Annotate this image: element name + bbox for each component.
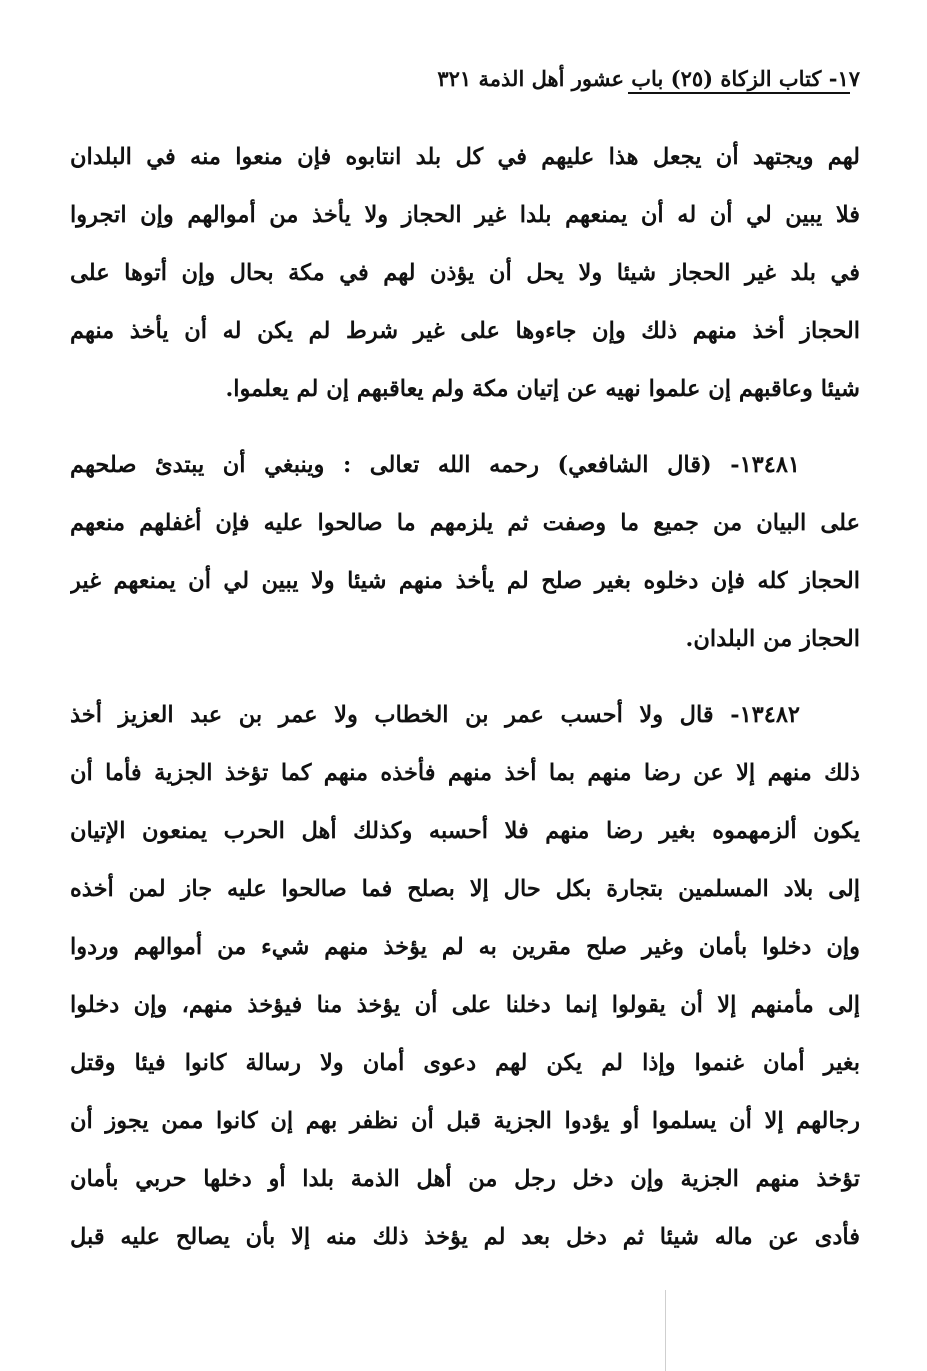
binding-fold-line — [665, 1290, 666, 1371]
paragraph-gap — [70, 668, 860, 686]
page-header — [70, 56, 860, 106]
text-line: في بلد غير الحجاز شيئا ولا يحل أن يؤذن لهم في مكة بحال وإن أتوها على — [70, 260, 860, 286]
text-line: فأدى عن ماله شيئا ثم دخل بعد لم يؤخذ ذلك منه إلا بأن يصالح عليه قبل — [70, 1224, 860, 1250]
body-text — [70, 128, 860, 1266]
text-line: بغير أمان غنموا وإذا لم يكن لهم دعوى أمان ولا رسالة كانوا فيئا وقتل — [70, 1050, 860, 1076]
text-line: فلا يبين لي أن له أن يمنعهم بلدا غير الحجاز ولا يأخذ من أموالهم وإن اتجروا — [70, 202, 860, 228]
text-line: رجالهم إلا أن يسلموا أو يؤدوا الجزية قبل أن نظفر بهم إن كانوا ممن يجوز أن — [70, 1108, 860, 1134]
header-rule — [628, 92, 850, 94]
text-line: الحجاز من البلدان. — [685, 626, 860, 652]
text-line: شيئا وعاقبهم إن علموا نهيه عن إتيان مكة ولم يعاقبهم إن لم يعلموا. — [225, 376, 860, 402]
paragraph-13482 — [70, 686, 860, 1266]
text-line: ١٣٤٨١- (قال الشافعي) رحمه الله تعالى : وينبغي أن يبتدئ صلحهم — [70, 452, 800, 478]
text-line: على البيان من جميع ما وصفت ثم يلزمهم ما صالحوا عليه فإن أغفلهم منعهم — [70, 510, 860, 536]
text-line: الحجاز كله فإن دخلوه بغير صلح لم يأخذ منهم شيئا ولا يبين لي أن يمنعهم غير — [70, 568, 860, 594]
text-line: إلى بلاد المسلمين بتجارة بكل حال إلا بصلح فما صالحوا عليه جاز لمن أخذه — [70, 876, 860, 902]
text-line: وإن دخلوا بأمان وغير صلح مقرين به لم يؤخذ منهم شيء من أموالهم وردوا — [70, 934, 860, 960]
paragraph-13481 — [70, 436, 860, 668]
paragraph-1 — [70, 128, 860, 418]
text-line: ١٣٤٨٢- قال ولا أحسب عمر بن الخطاب ولا عمر بن عبد العزيز أخذ — [70, 702, 800, 728]
text-line: ذلك منهم إلا عن رضا منهم بما أخذ منهم فأخذه منهم كما تؤخذ الجزية فأما أن — [70, 760, 860, 786]
text-line: الحجاز أخذ منهم ذلك وإن جاءوها على غير شرط لم يكن له أن يأخذ منهم — [70, 318, 860, 344]
running-title: ١٧- كتاب الزكاة (٢٥) باب عشور أهل الذمة ٣٢١ — [437, 66, 860, 91]
text-line: يكون ألزمهموه بغير رضا منهم فلا أحسبه وكذلك أهل الحرب يمنعون الإتيان — [70, 818, 860, 844]
text-line: إلى مأمنهم إلا أن يقولوا إنما دخلنا على أن يؤخذ منا فيؤخذ منهم، وإن دخلوا — [70, 992, 860, 1018]
text-line: لهم ويجتهد أن يجعل هذا عليهم في كل بلد انتابوه فإن منعوا منه في البلدان — [70, 144, 860, 170]
paragraph-gap — [70, 418, 860, 436]
text-line: تؤخذ منهم الجزية وإن دخل رجل من أهل الذمة بلدا أو دخلها حربي بأمان — [70, 1166, 860, 1192]
